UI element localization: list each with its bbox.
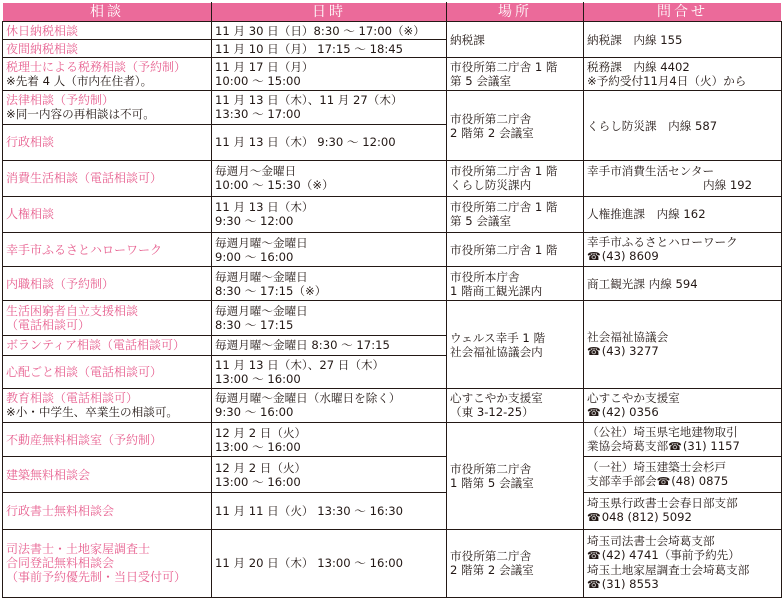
contact-phone — [587, 548, 778, 563]
consult-contact: 納税課 内線 155 — [584, 22, 782, 58]
consult-contact — [584, 457, 782, 493]
consult-contact: 商工観光課 内線 594 — [584, 267, 782, 301]
consult-date — [212, 388, 447, 422]
consult-title: 休日納税相談 — [3, 22, 212, 40]
date-line: 11 月 13 日（木） — [215, 200, 314, 215]
header-contact: 問合せ — [584, 3, 782, 22]
consult-place — [447, 267, 584, 301]
time-line: 10:00 ～ 15:30（※） — [215, 178, 334, 193]
phone-number: 048 (812) 5092 — [601, 510, 692, 525]
consult-date — [212, 196, 447, 232]
consult-contact — [584, 493, 782, 529]
date-line: 11 月 17 日（月） — [215, 60, 314, 75]
table-row — [3, 529, 782, 597]
consult-date: 11 月 13 日（木） 9:30 ～ 12:00 — [212, 124, 447, 160]
date-line: 12 月 2 日（火） — [215, 460, 307, 475]
consult-date — [212, 267, 447, 301]
date-line: 毎週月曜～金曜日 — [215, 269, 308, 284]
table-row — [3, 160, 782, 196]
consult-date — [212, 355, 447, 388]
phone-number: (42) 0356 — [601, 404, 659, 419]
date-line: 12 月 2 日（火） — [215, 425, 307, 440]
place-line: （東 3-12-25） — [450, 405, 534, 420]
consult-contact — [584, 233, 782, 267]
place-line: 心すこやか支援室 — [450, 391, 543, 406]
consult-title: 幸手市ふるさとハローワーク — [3, 233, 212, 267]
contact-phone — [587, 577, 778, 592]
table-row — [3, 196, 782, 232]
contact-line: 税務課 内線 4402 — [587, 60, 690, 75]
place-line: 社会福祉協議会内 — [450, 344, 543, 359]
table-row — [3, 233, 782, 267]
consult-title-text: 税理士による税務相談（予約制） — [6, 60, 187, 75]
time-line: 9:30 ～ 12:00 — [215, 214, 294, 229]
time-line: 8:30 ～ 17:15（※） — [215, 283, 327, 298]
contact-line: 埼玉土地家屋調査士会埼葛支部 — [587, 563, 750, 578]
place-line: 1 階第 5 会議室 — [450, 475, 534, 490]
contact-line: 幸手市ふるさとハローワーク — [587, 235, 738, 250]
consult-title: 内職相談（予約制） — [3, 267, 212, 301]
consult-contact — [584, 58, 782, 91]
consult-place — [447, 388, 584, 422]
phone-icon: ☎ — [587, 549, 601, 563]
consult-date — [212, 233, 447, 267]
consult-place: 納税課 — [447, 22, 584, 58]
consult-place — [447, 301, 584, 388]
consult-note: ※小・中学生、卒業生の相談可。 — [6, 405, 179, 420]
place-line: 市役所第二庁舎 1 階 — [450, 60, 558, 75]
consult-contact — [584, 160, 782, 196]
consult-title-text: 司法書士・土地家屋調査士 — [6, 542, 151, 557]
time-line: 13:00 ～ 16:00 — [215, 439, 301, 454]
consult-title-text: 生活困窮者自立支援相談 — [6, 304, 139, 318]
contact-phone — [587, 439, 778, 454]
contact-phone — [587, 249, 778, 264]
table-row — [3, 493, 782, 529]
consult-title-text: 合同登記無料相談会 — [6, 556, 115, 571]
date-line: 毎週月～金曜日 — [215, 164, 297, 179]
contact-phone — [587, 474, 778, 489]
time-line: 9:30 ～ 16:00 — [215, 405, 294, 420]
consult-date — [212, 423, 447, 457]
consult-date — [212, 58, 447, 91]
contact-line: （一社）埼玉建築士会杉戸 — [587, 460, 727, 475]
consult-date — [212, 301, 447, 335]
consult-contact — [584, 301, 782, 388]
consult-title — [3, 529, 212, 597]
contact-extension: 内線 192 — [702, 178, 752, 193]
consult-title — [3, 58, 212, 91]
phone-icon: ☎ — [587, 511, 601, 525]
place-line: くらし防災課内 — [450, 178, 532, 193]
time-line: 9:00 ～ 16:00 — [215, 249, 294, 264]
consult-date — [212, 457, 447, 493]
place-line: ウェルス幸手 1 階 — [450, 330, 546, 345]
contact-line: 業協会埼葛支部 — [587, 439, 669, 454]
contact-line: 埼玉県行政書士会春日部支部 — [587, 496, 738, 511]
consult-note: ※同一内容の再相談は不可。 — [6, 107, 155, 122]
date-line: 11 月 13 日（木）、27 日（木） — [215, 357, 385, 372]
contact-phone — [587, 344, 778, 359]
table-row — [3, 457, 782, 493]
consult-title — [3, 388, 212, 422]
phone-number: (48) 0875 — [671, 474, 729, 489]
phone-number: (31) 1157 — [682, 439, 740, 454]
phone-icon: ☎ — [656, 475, 671, 489]
consult-place: 市役所第二庁舎 1 階 — [447, 233, 584, 267]
contact-line: 社会福祉協議会 — [587, 330, 669, 345]
phone-icon: ☎ — [587, 405, 601, 419]
consult-contact — [584, 423, 782, 457]
header-row — [3, 3, 782, 22]
consult-note: ※先着 4 人（市内在住者）。 — [6, 74, 153, 89]
consult-title — [3, 91, 212, 124]
date-line: 毎週月曜～金曜日（水曜日を除く） — [215, 391, 401, 406]
phone-icon: ☎ — [587, 578, 601, 592]
contact-line: （公社）埼玉県宅地建物取引 — [587, 425, 738, 440]
header-consultation: 相談 — [3, 3, 212, 22]
place-line: 2 階第 2 会議室 — [450, 563, 534, 578]
time-line: 13:00 ～ 16:00 — [215, 371, 301, 386]
consult-date: 11 月 11 日（火） 13:30 ～ 16:30 — [212, 493, 447, 529]
consult-title: 行政相談 — [3, 124, 212, 160]
place-line: 市役所第二庁舎 1 階 — [450, 200, 558, 215]
consult-place — [447, 91, 584, 160]
consult-title: 夜間納税相談 — [3, 40, 212, 58]
consult-title-text: 法律相談（予約制） — [6, 93, 115, 108]
table-row — [3, 91, 782, 124]
contact-line: 幸手市消費生活センター — [587, 164, 715, 179]
consult-date: 11 月 30 日（日）8:30 ～ 17:00（※） — [212, 22, 447, 40]
contact-phone — [587, 510, 778, 525]
consult-date: 11 月 20 日（木） 13:00 ～ 16:00 — [212, 529, 447, 597]
phone-number: (43) 3277 — [601, 344, 659, 359]
contact-line: 埼玉司法書士会埼葛支部 — [587, 534, 715, 549]
consult-contact — [584, 388, 782, 422]
table-row — [3, 423, 782, 457]
consult-place — [447, 423, 584, 530]
table-row — [3, 388, 782, 422]
date-line: 毎週月曜～金曜日 — [215, 304, 308, 318]
consult-title: 建築無料相談会 — [3, 457, 212, 493]
consult-place — [447, 160, 584, 196]
table-row — [3, 22, 782, 40]
phone-icon: ☎ — [587, 345, 601, 359]
table-row — [3, 267, 782, 301]
consult-date — [212, 91, 447, 124]
consult-title-text: 教育相談（電話相談可） — [6, 391, 139, 406]
time-line: 13:00 ～ 16:00 — [215, 474, 301, 489]
consult-title: 人権相談 — [3, 196, 212, 232]
phone-number: (42) 4741（事前予約先） — [601, 548, 740, 563]
contact-line: ※予約受付11月4日（火）から — [587, 74, 747, 89]
consult-title: 不動産無料相談室（予約制） — [3, 423, 212, 457]
place-line: 1 階商工観光課内 — [450, 283, 543, 298]
phone-number: (31) 8553 — [601, 577, 659, 592]
consult-place — [447, 196, 584, 232]
table-row — [3, 58, 782, 91]
place-line: 市役所本庁舎 — [450, 269, 520, 284]
consultation-table — [2, 2, 782, 598]
place-line: 第 5 会議室 — [450, 214, 512, 229]
place-line: 市役所第二庁舎 — [450, 549, 532, 564]
consult-title: 消費生活相談（電話相談可） — [3, 160, 212, 196]
date-line: 11 月 13 日（木）、11 月 27（木） — [215, 93, 403, 108]
phone-number: (43) 8609 — [601, 249, 659, 264]
consult-title: 心配ごと相談（電話相談可） — [3, 355, 212, 388]
consult-title: 行政書士無料相談会 — [3, 493, 212, 529]
place-line: 第 5 会議室 — [450, 74, 512, 89]
contact-line: 心すこやか支援室 — [587, 390, 680, 405]
header-datetime: 日時 — [212, 3, 447, 22]
time-line: 10:00 ～ 15:00 — [215, 74, 301, 89]
consult-place — [447, 58, 584, 91]
consult-contact: くらし防災課 内線 587 — [584, 91, 782, 160]
consult-date: 毎週月曜～金曜日 8:30 ～ 17:15 — [212, 335, 447, 355]
consult-contact — [584, 529, 782, 597]
header-place: 場所 — [447, 3, 584, 22]
consult-title — [3, 301, 212, 335]
consult-contact: 人権推進課 内線 162 — [584, 196, 782, 232]
consult-title: ボランティア相談（電話相談可） — [3, 335, 212, 355]
time-line: 13:30 ～ 17:00 — [215, 107, 301, 122]
consult-title-text: （事前予約優先制・当日受付可） — [6, 570, 187, 585]
contact-line: 支部幸手部会 — [587, 474, 657, 489]
phone-icon: ☎ — [587, 250, 601, 264]
consult-date — [212, 160, 447, 196]
place-line: 2 階第 2 会議室 — [450, 125, 534, 140]
table-row — [3, 301, 782, 335]
time-line: 8:30 ～ 17:15 — [215, 318, 294, 332]
consult-place — [447, 529, 584, 597]
contact-phone — [587, 405, 778, 420]
consult-title-text: （電話相談可） — [6, 318, 91, 332]
phone-icon: ☎ — [668, 440, 682, 454]
place-line: 市役所第二庁舎 — [450, 461, 532, 476]
place-line: 市役所第二庁舎 — [450, 111, 532, 126]
place-line: 市役所第二庁舎 1 階 — [450, 164, 558, 179]
consult-date: 11 月 10 日（月） 17:15 ～ 18:45 — [212, 40, 447, 58]
date-line: 毎週月曜～金曜日 — [215, 235, 308, 250]
